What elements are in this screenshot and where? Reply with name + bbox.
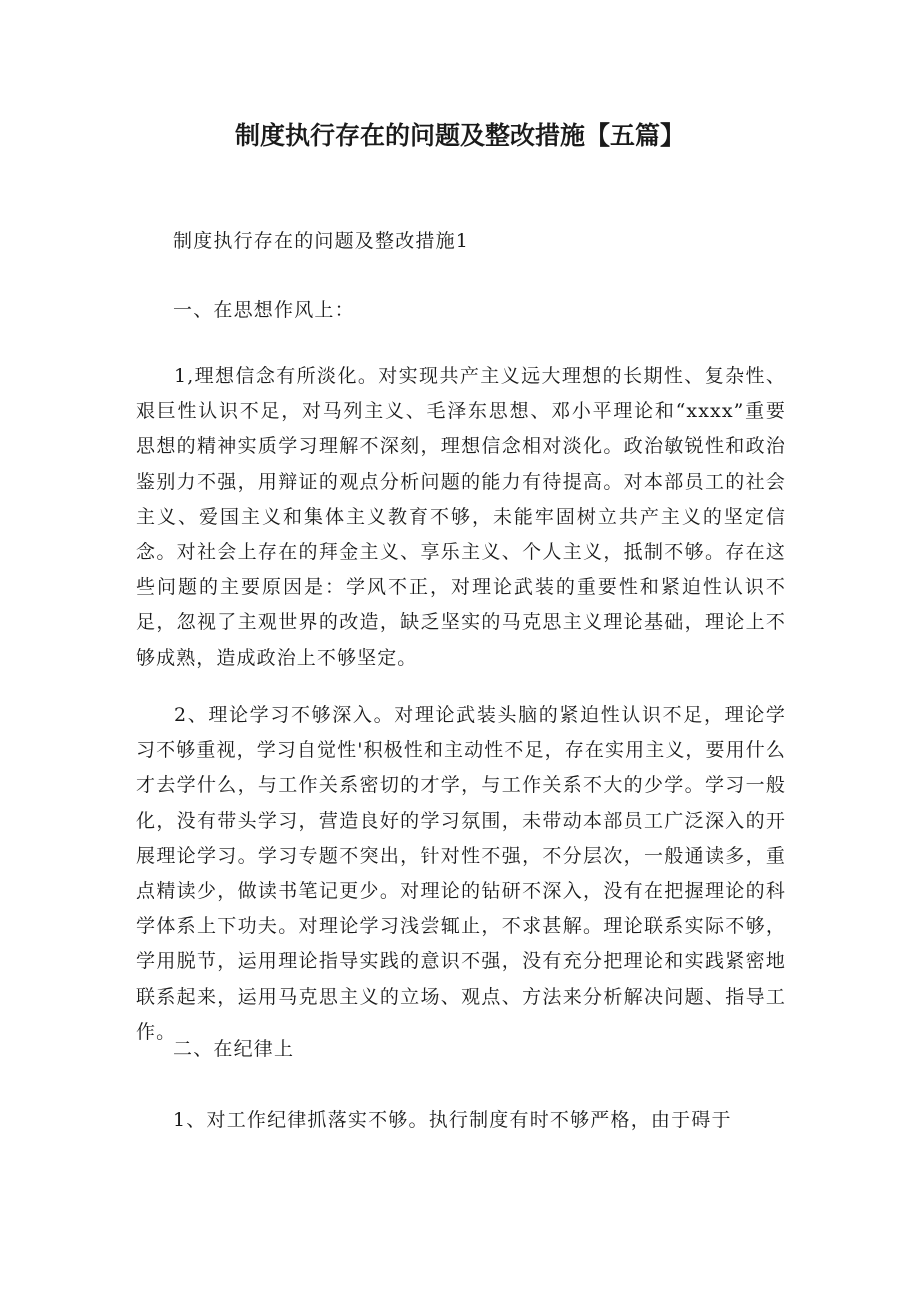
- paragraph-ideals: 1,理想信念有所淡化。对实现共产主义远大理想的长期性、复杂性、艰巨性认识不足，对马列主义、毛泽东思想、邓小平理论和“xxxx”重要思想的精神实质学习理解不深刻，理想信念相对淡化。政治敏锐性和政治鉴别力不强，用辩证的观点分析问题的能力有待提高。对本部员工的社会主义、爱国主义和集体主义教育不够，未能牢固树立共产主义的坚定信念。对社会上存在的拜金主义、享乐主义、个人主义，抵制不够。存在这些问题的主要原因是：学风不正，对理论武装的重要性和紧迫性认识不足，忽视了主观世界的改造，缺乏坚实的马克思主义理论基础，理论上不够成熟，造成政治上不够坚定。: [136, 365, 786, 669]
- document-subtitle: 制度执行存在的问题及整改措施1: [173, 230, 470, 252]
- paragraph-theory-study: 2、理论学习不够深入。对理论武装头脑的紧迫性认识不足，理论学习不够重视，学习自觉性'积极性和主动性不足，存在实用主义，要用什么才去学什么，与工作关系密切的才学，与工作关系不大的少学。学习一般化，没有带头学习，营造良好的学习氛围，未带动本部员工广泛深入的开展理论学习。学习专题不突出，针对性不强，不分层次，一般通读多，重点精读少，做读书笔记更少。对理论的钻研不深入，没有在把握理论的科学体系上下功夫。对理论学习浅尝辄止，不求甚解。理论联系实际不够，学用脱节，运用理论指导实践的意识不强，没有充分把理论和实践紧密地联系起来，运用马克思主义的立场、观点、方法来分析解决问题、指导工作。: [136, 704, 786, 1043]
- section-heading-discipline: 二、在纪律上: [173, 1038, 295, 1060]
- section-heading-thought-style: 一、在思想作风上：: [173, 299, 355, 321]
- document-title: 制度执行存在的问题及整改措施【五篇】: [234, 121, 685, 150]
- paragraph-work-discipline: 1、对工作纪律抓落实不够。执行制度有时不够严格，由于碍于: [173, 1109, 732, 1131]
